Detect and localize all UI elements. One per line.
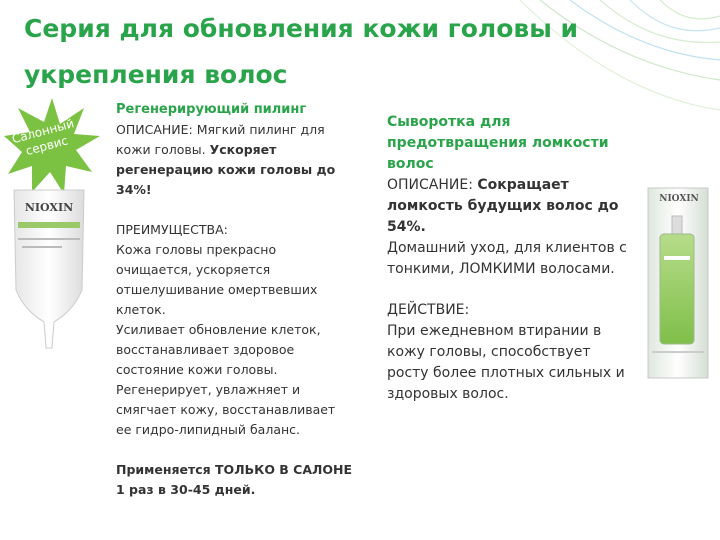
serum-product-icon (646, 186, 710, 386)
peeling-benefits-label: ПРЕИМУЩЕСТВА: (116, 222, 228, 237)
peeling-description (116, 100, 354, 500)
peeling-benefits-2: Усиливает обновление клеток, восстанавливает здоровое состояние кожи головы. Регенерирует, увлажняет и смягчает кожу, восстанавливает ее гидро-липидный баланс. (116, 322, 336, 437)
peeling-heading: Регенерирующий пилинг (116, 102, 307, 117)
serum-action-text: При ежедневном втирании в кожу головы, способствует росту более плотных сильных и здоровых волос. (387, 323, 625, 402)
peeling-description-text: ОПИСАНИЕ: Мягкий пилинг для кожи головы. Ускоряет регенерацию кожи головы до 34%! (116, 122, 336, 197)
serum-description-text: ОПИСАНИЕ: Сокращает ломкость будущих волос до 54%. (387, 177, 619, 235)
salon-badge-text: Салонный сервис (10, 116, 76, 159)
serum-action-label: ДЕЙСТВИЕ: (387, 302, 470, 318)
peeling-benefits-1: Кожа головы прекрасно очищается, ускоряется отшелушивание омертвевших клеток. (116, 242, 318, 317)
peeling-product-brand: NIOXIN (24, 201, 74, 214)
peeling-usage: Применяется ТОЛЬКО В САЛОНЕ 1 раз в 30-45 дней. (116, 462, 353, 497)
serum-heading: Сыворотка для предотвращения ломкости волос (387, 114, 609, 172)
serum-product-brand: NIOXIN (659, 194, 699, 204)
serum-description (387, 112, 632, 405)
serum-home-care: Домашний уход, для клиентов с тонкими, ЛОМКИМИ волосами. (387, 240, 627, 277)
page-title: Серия для обновления кожи головы и укрепления волос (24, 14, 579, 89)
